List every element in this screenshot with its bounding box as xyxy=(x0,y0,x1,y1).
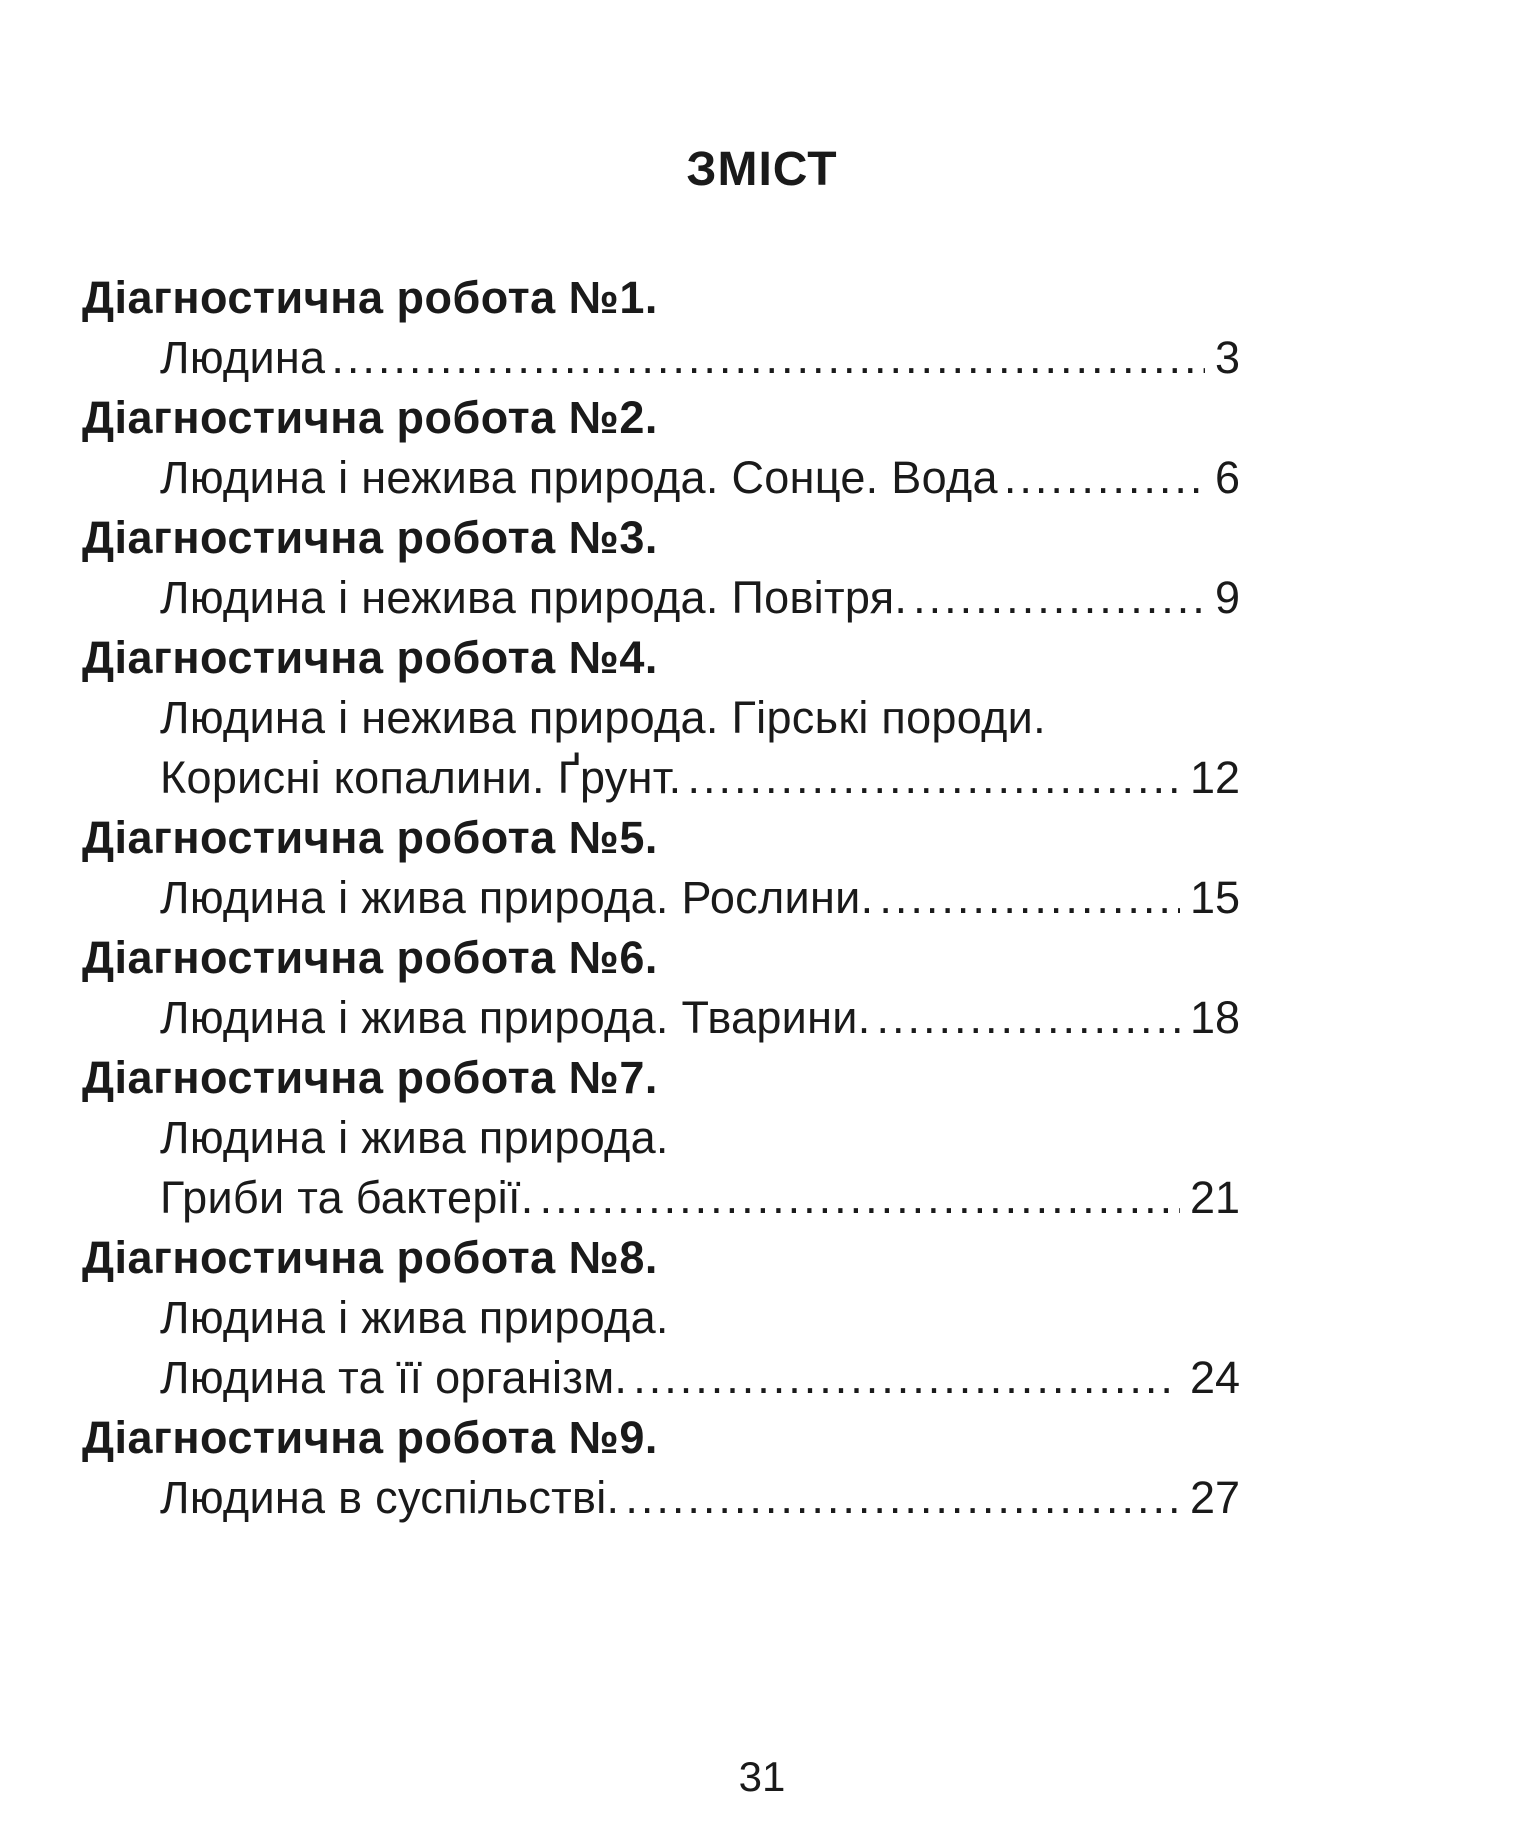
toc-entry-title: Людина і жива природа. Тварини. xyxy=(160,992,871,1043)
dot-leader xyxy=(687,748,1179,808)
toc-entry-title: Людина і жива природа. Рослини. xyxy=(160,872,874,923)
toc-heading: Діагностична робота №4. xyxy=(82,632,658,683)
toc-entry-title: Гриби та бактерії. xyxy=(160,1172,534,1223)
toc-entry xyxy=(0,1348,1240,1408)
toc-entry xyxy=(0,568,1240,628)
toc-entry xyxy=(0,748,1240,808)
dot-leader xyxy=(913,568,1205,628)
toc-page-number: 18 xyxy=(1189,992,1240,1043)
toc-heading: Діагностична робота №6. xyxy=(82,932,658,983)
toc-entry xyxy=(0,988,1240,1048)
toc-subtitle-line: Людина і жива природа. xyxy=(160,1112,669,1163)
toc-heading: Діагностична робота №8. xyxy=(82,1232,658,1283)
toc-entry xyxy=(0,1168,1240,1228)
toc-entry-title: Людина і нежива природа. Сонце. Вода xyxy=(160,452,998,503)
toc-heading: Діагностична робота №9. xyxy=(82,1412,658,1463)
dot-leader xyxy=(879,868,1180,928)
toc-heading: Діагностична робота №1. xyxy=(82,272,658,323)
toc-page-number: 15 xyxy=(1189,872,1240,923)
toc-entry-title: Людина і нежива природа. Повітря. xyxy=(160,572,908,623)
toc-page-number: 3 xyxy=(1214,332,1240,383)
toc-heading: Діагностична робота №2. xyxy=(82,392,658,443)
toc-heading: Діагностична робота №3. xyxy=(82,512,658,563)
toc-heading: Діагностична робота №5. xyxy=(82,812,658,863)
toc-entry-title: Людина в суспільстві. xyxy=(160,1472,620,1523)
toc-page-number: 6 xyxy=(1214,452,1240,503)
toc-entry xyxy=(0,448,1240,508)
dot-leader xyxy=(1004,448,1205,508)
toc-entry-title: Людина xyxy=(160,332,326,383)
toc-subtitle-line: Людина і нежива природа. Гірські породи. xyxy=(160,692,1046,743)
toc-page-number: 27 xyxy=(1189,1472,1240,1523)
toc-entry xyxy=(0,1468,1240,1528)
dot-leader xyxy=(633,1348,1180,1408)
toc-entry-title: Людина та її організм. xyxy=(160,1352,628,1403)
toc-page-number: 9 xyxy=(1214,572,1240,623)
page-title: ЗМІСТ xyxy=(686,143,838,196)
toc-page-number: 12 xyxy=(1189,752,1240,803)
dot-leader xyxy=(331,328,1205,388)
page-number: 31 xyxy=(738,1753,786,1800)
toc-entry xyxy=(0,868,1240,928)
toc-entry xyxy=(0,328,1240,388)
toc-subtitle-line: Людина і жива природа. xyxy=(160,1292,669,1343)
dot-leader xyxy=(625,1468,1180,1528)
toc-page-number: 24 xyxy=(1189,1352,1240,1403)
dot-leader xyxy=(540,1168,1180,1228)
dot-leader xyxy=(877,988,1180,1048)
toc-entry-title: Корисні копалини. Ґрунт. xyxy=(160,752,682,803)
toc-heading: Діагностична робота №7. xyxy=(82,1052,658,1103)
toc-page-number: 21 xyxy=(1189,1172,1240,1223)
